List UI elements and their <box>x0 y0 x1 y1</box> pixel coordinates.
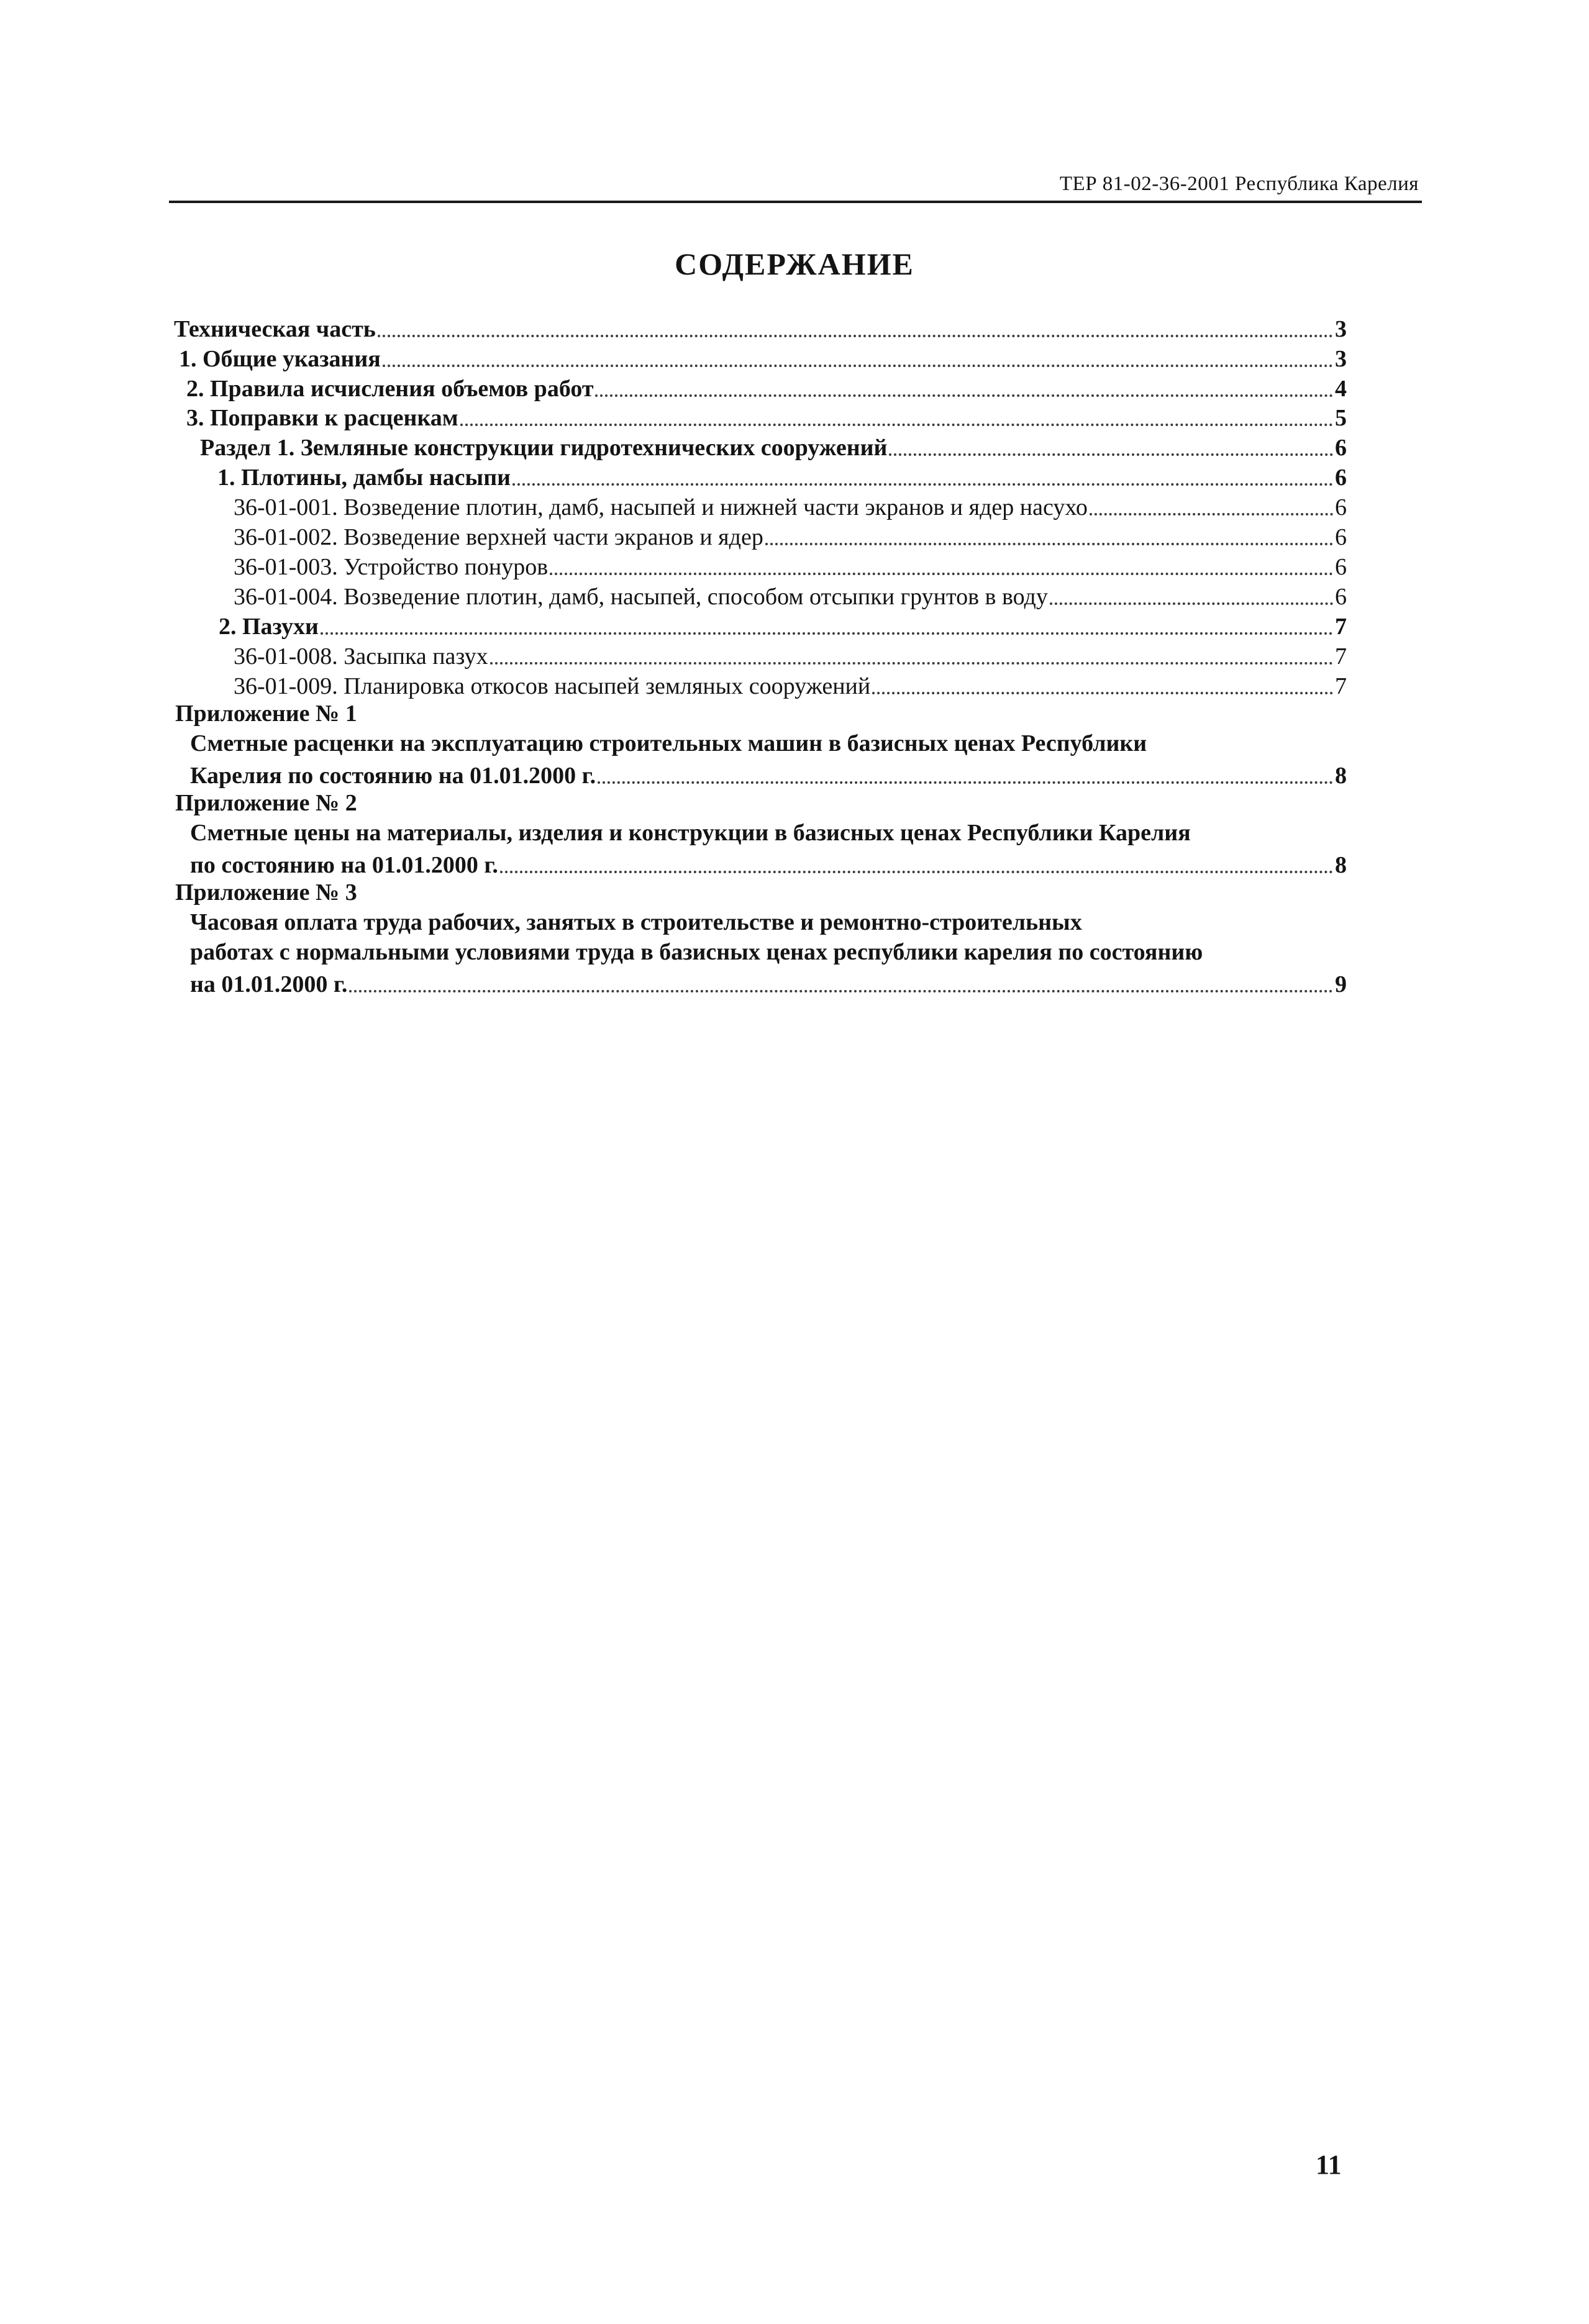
toc-page: 6 <box>1335 584 1347 610</box>
toc-entry-36-01-003[interactable] <box>234 550 1347 582</box>
toc-entry-technical-part[interactable] <box>174 312 1347 344</box>
toc-entry-calculation-rules[interactable] <box>186 371 1347 404</box>
dot-leader <box>349 990 1333 992</box>
toc-label: на 01.01.2000 г. <box>190 971 348 997</box>
toc-entry-dams[interactable] <box>217 460 1347 492</box>
toc-label: по состоянию на 01.01.2000 г. <box>190 852 498 878</box>
toc-entry-36-01-008[interactable] <box>234 639 1347 671</box>
toc-label: 2. Пазухи <box>219 614 319 640</box>
dot-leader <box>1090 513 1333 515</box>
toc-label: 36-01-009. Планировка откосов насыпей земляных сооружений <box>234 673 871 699</box>
toc-page: 8 <box>1335 852 1347 878</box>
appendix-1-heading[interactable]: Приложение № 1 <box>175 701 357 727</box>
toc-page: 6 <box>1335 435 1347 461</box>
page-number: 11 <box>1316 2149 1342 2180</box>
dot-leader <box>765 543 1333 545</box>
toc-label: 3. Поправки к расценкам <box>186 405 458 431</box>
toc-page: 3 <box>1335 346 1347 372</box>
appendix-2-title-line: Сметные цены на материалы, изделия и конструкции в базисных ценах Республики Карелия <box>190 820 1191 846</box>
toc-label: 36-01-008. Засыпка пазух <box>234 643 488 670</box>
dot-leader <box>378 335 1333 337</box>
toc-page: 7 <box>1335 614 1347 640</box>
toc-entry-section-1[interactable] <box>200 430 1347 463</box>
toc-label: Карелия по состоянию на 01.01.2000 г. <box>190 763 596 789</box>
dot-leader <box>383 365 1333 367</box>
toc-entry-36-01-009[interactable] <box>234 669 1347 701</box>
dot-leader <box>321 632 1333 635</box>
toc-page: 7 <box>1335 643 1347 670</box>
toc-entry-price-corrections[interactable] <box>186 401 1347 433</box>
toc-label: Раздел 1. Земляные конструкции гидротехнических сооружений <box>200 435 888 461</box>
page-title: СОДЕРЖАНИЕ <box>675 247 914 281</box>
toc-entry-36-01-004[interactable] <box>234 579 1347 612</box>
appendix-2-heading[interactable]: Приложение № 2 <box>175 790 357 816</box>
toc-page: 6 <box>1335 524 1347 550</box>
toc-label: 36-01-004. Возведение плотин, дамб, насыпей, способом отсыпки грунтов в воду <box>234 584 1048 610</box>
header-rule <box>169 201 1422 203</box>
toc-page: 8 <box>1335 763 1347 789</box>
dot-leader <box>889 453 1333 456</box>
toc-entry-pazukhi[interactable] <box>219 609 1347 642</box>
toc-page: 6 <box>1335 465 1347 491</box>
dot-leader <box>595 394 1333 397</box>
toc-page: 6 <box>1335 494 1347 520</box>
dot-leader <box>1050 602 1333 605</box>
appendix-3-title-line: работах с нормальными условиями труда в базисных ценах республики карелия по состоянию <box>190 939 1203 965</box>
toc-entry-general-instructions[interactable] <box>179 342 1347 374</box>
toc-entry-appendix-2[interactable] <box>190 848 1347 880</box>
running-header: ТЕР 81-02-36-2001 Республика Карелия <box>1059 173 1419 195</box>
toc-label: Техническая часть <box>174 316 376 342</box>
toc-entry-appendix-1[interactable] <box>190 758 1347 791</box>
toc-page: 6 <box>1335 554 1347 580</box>
toc-entry-36-01-001[interactable] <box>234 490 1347 522</box>
toc-entry-36-01-002[interactable] <box>234 520 1347 552</box>
toc-label: 36-01-001. Возведение плотин, дамб, насыпей и нижней части экранов и ядер насухо <box>234 494 1088 520</box>
toc-page: 4 <box>1335 376 1347 402</box>
dot-leader <box>500 871 1333 873</box>
dot-leader <box>550 573 1333 575</box>
toc-label: 1. Общие указания <box>179 346 381 372</box>
dot-leader <box>460 424 1333 426</box>
dot-leader <box>512 483 1333 486</box>
dot-leader <box>490 662 1333 665</box>
toc-page: 3 <box>1335 316 1347 342</box>
dot-leader <box>872 692 1333 694</box>
appendix-1-title-line: Сметные расценки на эксплуатацию строительных машин в базисных ценах Республики <box>190 730 1147 756</box>
appendix-3-title-line: Часовая оплата труда рабочих, занятых в строительстве и ремонтно-строительных <box>190 909 1082 935</box>
toc-entry-appendix-3[interactable] <box>190 967 1347 999</box>
toc-page: 9 <box>1335 971 1347 997</box>
toc-page: 7 <box>1335 673 1347 699</box>
toc-page: 5 <box>1335 405 1347 431</box>
toc-label: 2. Правила исчисления объемов работ <box>186 376 594 402</box>
dot-leader <box>598 781 1333 784</box>
appendix-3-heading[interactable]: Приложение № 3 <box>175 879 357 906</box>
toc-label: 1. Плотины, дамбы насыпи <box>217 465 511 491</box>
toc-label: 36-01-002. Возведение верхней части экранов и ядер <box>234 524 763 550</box>
toc-label: 36-01-003. Устройство понуров <box>234 554 549 580</box>
